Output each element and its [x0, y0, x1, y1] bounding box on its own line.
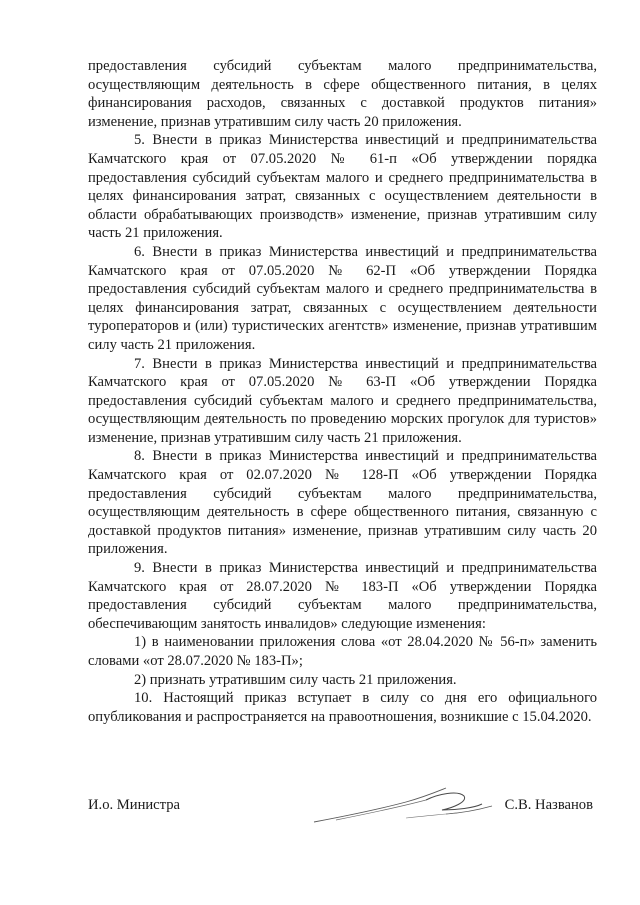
handwritten-signature-icon [306, 780, 506, 830]
signatory-position: И.о. Министра [88, 797, 180, 813]
paragraph-item-5: 5. Внести в приказ Министерства инвестиций и предпринимательства Камчатского края от 07.05.2020 № 61-п «Об утверждении порядка предоставления субсидий субъектам малого и среднего предпринимательства в целях финансирования затрат, связанных с осуществлением деятельности в области обрабатывающих производств» изменение, признав утратившим силу часть 21 приложения. [88, 132, 597, 242]
paragraph-item-7: 7. Внести в приказ Министерства инвестиций и предпринимательства Камчатского края от 07.05.2020 № 63-П «Об утверждении Порядка предоставления субсидий субъектам малого и среднего предпринимательства, осуществляющим деятельность по проведению морских прогулок для туристов» изменение, признав утратившим силу часть 21 приложения. [88, 355, 597, 446]
paragraph-item-9: 9. Внести в приказ Министерства инвестиций и предпринимательства Камчатского края от 28.07.2020 № 183-П «Об утверждении Порядка предоставления субсидий субъектам малого предпринимательства, обеспечивающим занятость инвалидов» следующие изменения: [88, 560, 597, 632]
paragraph-item-8: 8. Внести в приказ Министерства инвестиций и предпринимательства Камчатского края от 02.07.2020 № 128-П «Об утверждении Порядка предоставления субсидий субъектам малого предпринимательства, осуществляющим деятельность в сфере общественного питания, связанную с доставкой продуктов питания» изменение, признав утратившим силу часть 20 приложения. [88, 448, 597, 558]
paragraph-item-9-sub-1: 1) в наименовании приложения слова «от 28.04.2020 № 56-п» заменить словами «от 28.07.2020 № 183-П»; [88, 634, 597, 669]
paragraph-item-6: 6. Внести в приказ Министерства инвестиций и предпринимательства Камчатского края от 07.05.2020 № 62-П «Об утверждении Порядка предоставления субсидий субъектам малого и среднего предпринимательства в целях финансирования затрат, связанных с осуществлением деятельности туроператоров и (или) туристических агентств» изменение, признав утратившим силу часть 21 приложения. [88, 243, 597, 353]
paragraph-continuation: предоставления субсидий субъектам малого предпринимательства, осуществляющим деятельность в сфере общественного питания, в целях финансирования расходов, связанных с доставкой продуктов питания» изменение, признав утратившим силу часть 20 приложения. [88, 58, 597, 130]
signature-block [88, 796, 597, 826]
paragraph-item-10: 10. Настоящий приказ вступает в силу со дня его официального опубликования и распространяется на правоотношения, возникшие с 15.04.2020. [88, 690, 597, 725]
signatory-name: С.В. Названов [504, 797, 593, 813]
paragraph-item-9-sub-2: 2) признать утратившим силу часть 21 приложения. [134, 671, 457, 688]
document-body [88, 57, 597, 726]
